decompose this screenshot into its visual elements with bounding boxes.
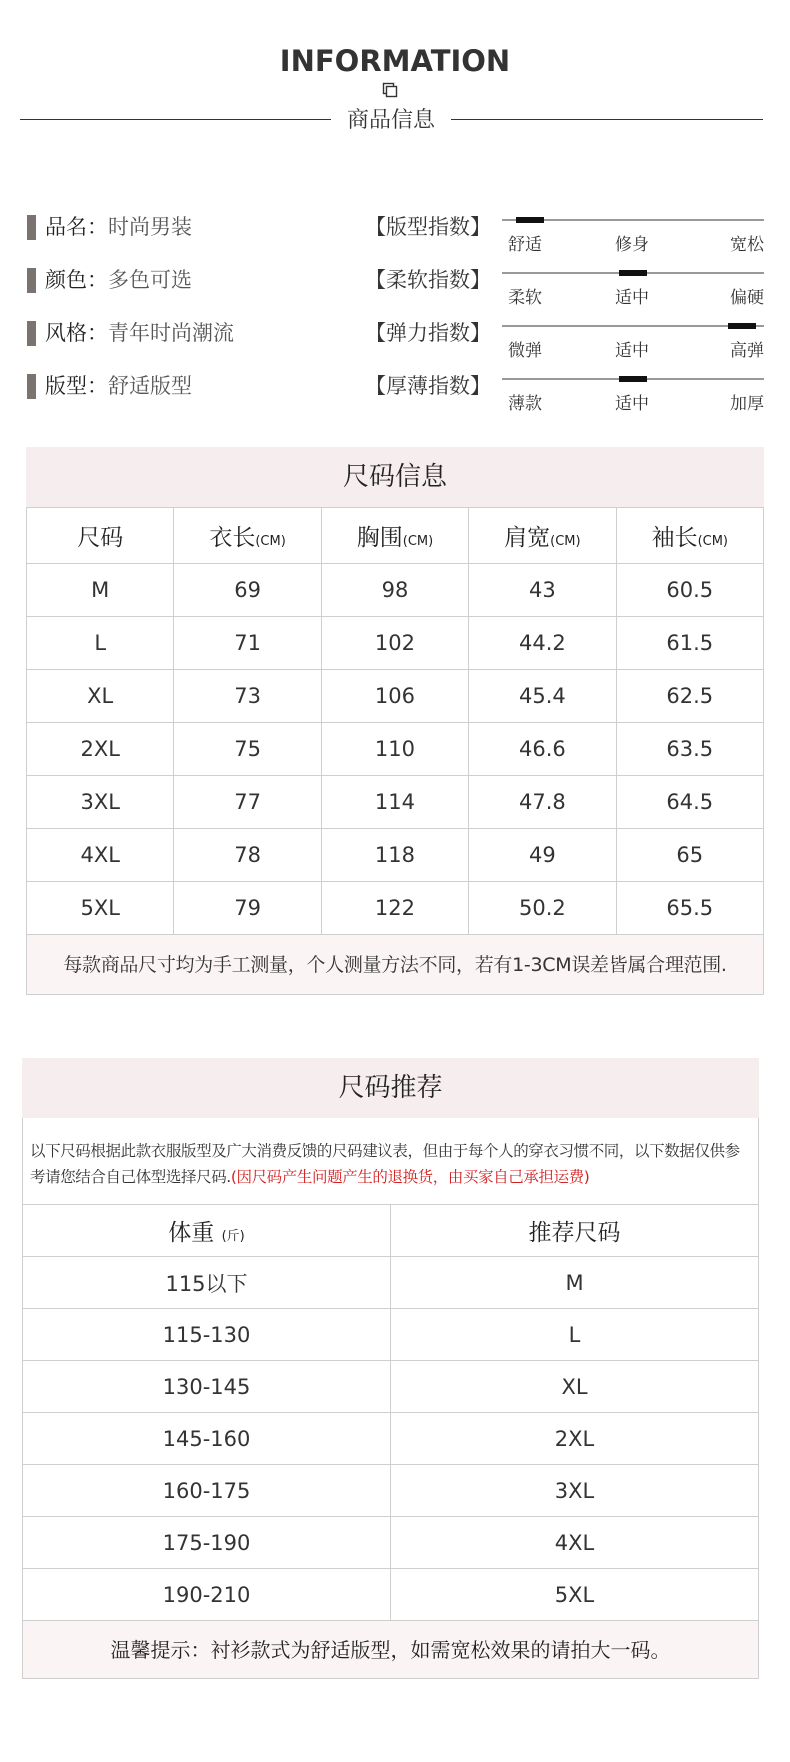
size-recommend-section (22, 1058, 759, 1679)
index-label: 【版型指数】 (365, 215, 491, 239)
attribute-row (0, 364, 790, 414)
table-cell: 44.2 (469, 617, 616, 670)
table-cell: 115-130 (23, 1309, 391, 1361)
index-label: 【厚薄指数】 (365, 374, 491, 398)
attr-bullet (27, 321, 36, 346)
column-header (391, 1205, 759, 1257)
attribute-row (0, 205, 790, 255)
table-cell: 2XL (391, 1413, 759, 1465)
table-cell: 110 (321, 723, 468, 776)
scale-marker (728, 323, 756, 329)
attribute-row (0, 258, 790, 308)
table-cell: M (391, 1257, 759, 1309)
column-header (174, 508, 321, 564)
attr-sep: ： (87, 321, 108, 345)
table-cell: 2XL (27, 723, 174, 776)
attr-value: 青年时尚潮流 (108, 321, 234, 345)
table-cell: 115以下 (23, 1257, 391, 1309)
attr-key: 风格 (45, 321, 87, 345)
table-cell: 190-210 (23, 1569, 391, 1621)
header-title: INFORMATION (279, 44, 511, 78)
column-label: 推荐尺码 (528, 1220, 621, 1246)
recommend-description (22, 1118, 759, 1204)
table-row (23, 1361, 759, 1413)
recommend-note: 温馨提示：衬衫款式为舒适版型，如需宽松效果的请拍大一码。 (22, 1621, 759, 1679)
scale-label-high: 加厚 (730, 394, 764, 414)
scale-label-high: 偏硬 (730, 288, 764, 308)
table-cell: 63.5 (616, 723, 763, 776)
index-label: 【柔软指数】 (365, 268, 491, 292)
table-cell: 130-145 (23, 1361, 391, 1413)
column-label: 体重 (168, 1220, 215, 1246)
table-cell: 43 (469, 564, 616, 617)
recommend-title: 尺码推荐 (22, 1058, 759, 1118)
column-label: 衣长 (209, 525, 256, 551)
table-row (27, 564, 764, 617)
table-cell: 50.2 (469, 882, 616, 935)
column-unit: (斤) (221, 1229, 245, 1244)
attr-sep: ： (87, 374, 108, 398)
table-cell: 4XL (27, 829, 174, 882)
table-row (27, 617, 764, 670)
index-label: 【弹力指数】 (365, 321, 491, 345)
table-cell: 106 (321, 670, 468, 723)
table-row (27, 776, 764, 829)
column-header (616, 508, 763, 564)
scale-line (502, 325, 764, 327)
attr-text (45, 264, 192, 294)
recommend-table (22, 1204, 759, 1621)
scale-label-high: 宽松 (730, 235, 764, 255)
attr-text (45, 370, 192, 400)
table-cell: 46.6 (469, 723, 616, 776)
table-cell: L (391, 1309, 759, 1361)
attr-sep: ： (87, 215, 108, 239)
table-cell: 114 (321, 776, 468, 829)
column-unit: (CM) (697, 534, 728, 549)
table-cell: 5XL (27, 882, 174, 935)
table-cell: 61.5 (616, 617, 763, 670)
table-cell: 160-175 (23, 1465, 391, 1517)
column-header (321, 508, 468, 564)
index-scale (502, 217, 764, 255)
table-row (27, 829, 764, 882)
column-label: 尺码 (77, 525, 124, 551)
table-cell: 75 (174, 723, 321, 776)
table-cell: M (27, 564, 174, 617)
table-cell: 145-160 (23, 1413, 391, 1465)
table-cell: L (27, 617, 174, 670)
table-cell: 65.5 (616, 882, 763, 935)
table-cell: 98 (321, 564, 468, 617)
recommend-desc-text: 以下尺码根据此款衣服版型及广大消费反馈的尺码建议表，但由于每个人的穿衣习惯不同，以下数据仅供参考请您结合自己体型选择尺码. (30, 1142, 740, 1186)
size-info-title: 尺码信息 (26, 447, 764, 507)
double-square-icon (382, 82, 398, 98)
attr-bullet (27, 268, 36, 293)
table-cell: XL (391, 1361, 759, 1413)
scale-marker (516, 217, 544, 223)
scale-label-mid: 适中 (615, 341, 649, 361)
column-label: 胸围 (356, 525, 403, 551)
table-cell: 118 (321, 829, 468, 882)
recommend-table-header (23, 1205, 759, 1257)
column-label: 袖长 (651, 525, 698, 551)
attr-key: 版型 (45, 374, 87, 398)
column-unit: (CM) (255, 534, 286, 549)
size-table (26, 507, 764, 935)
column-header (23, 1205, 391, 1257)
table-cell: 49 (469, 829, 616, 882)
table-row (23, 1465, 759, 1517)
table-cell: 73 (174, 670, 321, 723)
index-scale (502, 323, 764, 361)
scale-label-low: 舒适 (508, 235, 542, 255)
table-cell: 78 (174, 829, 321, 882)
table-row (23, 1309, 759, 1361)
recommend-desc-warning: (因尺码产生问题产生的退换货，由买家自己承担运费) (230, 1168, 590, 1186)
table-cell: 102 (321, 617, 468, 670)
attr-bullet (27, 374, 36, 399)
column-unit: (CM) (402, 534, 434, 549)
table-row (27, 723, 764, 776)
index-scale (502, 270, 764, 308)
size-note: 每款商品尺寸均为手工测量，个人测量方法不同，若有1-3CM误差皆属合理范围. (26, 935, 764, 995)
table-cell: 3XL (391, 1465, 759, 1517)
table-cell: 4XL (391, 1517, 759, 1569)
scale-label-high: 高弹 (730, 341, 764, 361)
scale-label-mid: 适中 (615, 288, 649, 308)
table-cell: 45.4 (469, 670, 616, 723)
table-cell: 77 (174, 776, 321, 829)
table-row (23, 1257, 759, 1309)
scale-marker (619, 376, 647, 382)
table-row (23, 1569, 759, 1621)
table-cell: 69 (174, 564, 321, 617)
index-scale (502, 376, 764, 414)
scale-label-low: 微弹 (508, 341, 542, 361)
scale-label-mid: 修身 (615, 235, 649, 255)
table-row (27, 882, 764, 935)
table-cell: 47.8 (469, 776, 616, 829)
table-row (23, 1517, 759, 1569)
table-cell: XL (27, 670, 174, 723)
attr-text (45, 317, 234, 347)
table-row (27, 670, 764, 723)
table-cell: 71 (174, 617, 321, 670)
attribute-row (0, 311, 790, 361)
attr-key: 品名 (45, 215, 87, 239)
size-table-header (27, 508, 764, 564)
table-row (23, 1413, 759, 1465)
attr-sep: ： (87, 268, 108, 292)
table-cell: 64.5 (616, 776, 763, 829)
column-header (27, 508, 174, 564)
table-cell: 79 (174, 882, 321, 935)
table-cell: 122 (321, 882, 468, 935)
column-label: 肩宽 (504, 525, 551, 551)
table-cell: 60.5 (616, 564, 763, 617)
header-subtitle: 商品信息 (346, 108, 435, 133)
table-cell: 175-190 (23, 1517, 391, 1569)
size-info-section (26, 447, 764, 995)
attr-value: 舒适版型 (108, 374, 192, 398)
header-divider-left (20, 119, 331, 120)
attr-text (45, 211, 192, 241)
scale-label-low: 柔软 (508, 288, 542, 308)
info-header (0, 40, 790, 133)
header-divider-right (451, 119, 763, 120)
scale-label-low: 薄款 (508, 394, 542, 414)
column-header (469, 508, 616, 564)
attr-value: 时尚男装 (108, 215, 192, 239)
scale-label-mid: 适中 (615, 394, 649, 414)
scale-marker (619, 270, 647, 276)
table-cell: 5XL (391, 1569, 759, 1621)
attr-value: 多色可选 (108, 268, 192, 292)
attr-bullet (27, 215, 36, 240)
table-cell: 65 (616, 829, 763, 882)
attr-key: 颜色 (45, 268, 87, 292)
table-cell: 3XL (27, 776, 174, 829)
table-cell: 62.5 (616, 670, 763, 723)
column-unit: (CM) (550, 534, 581, 549)
